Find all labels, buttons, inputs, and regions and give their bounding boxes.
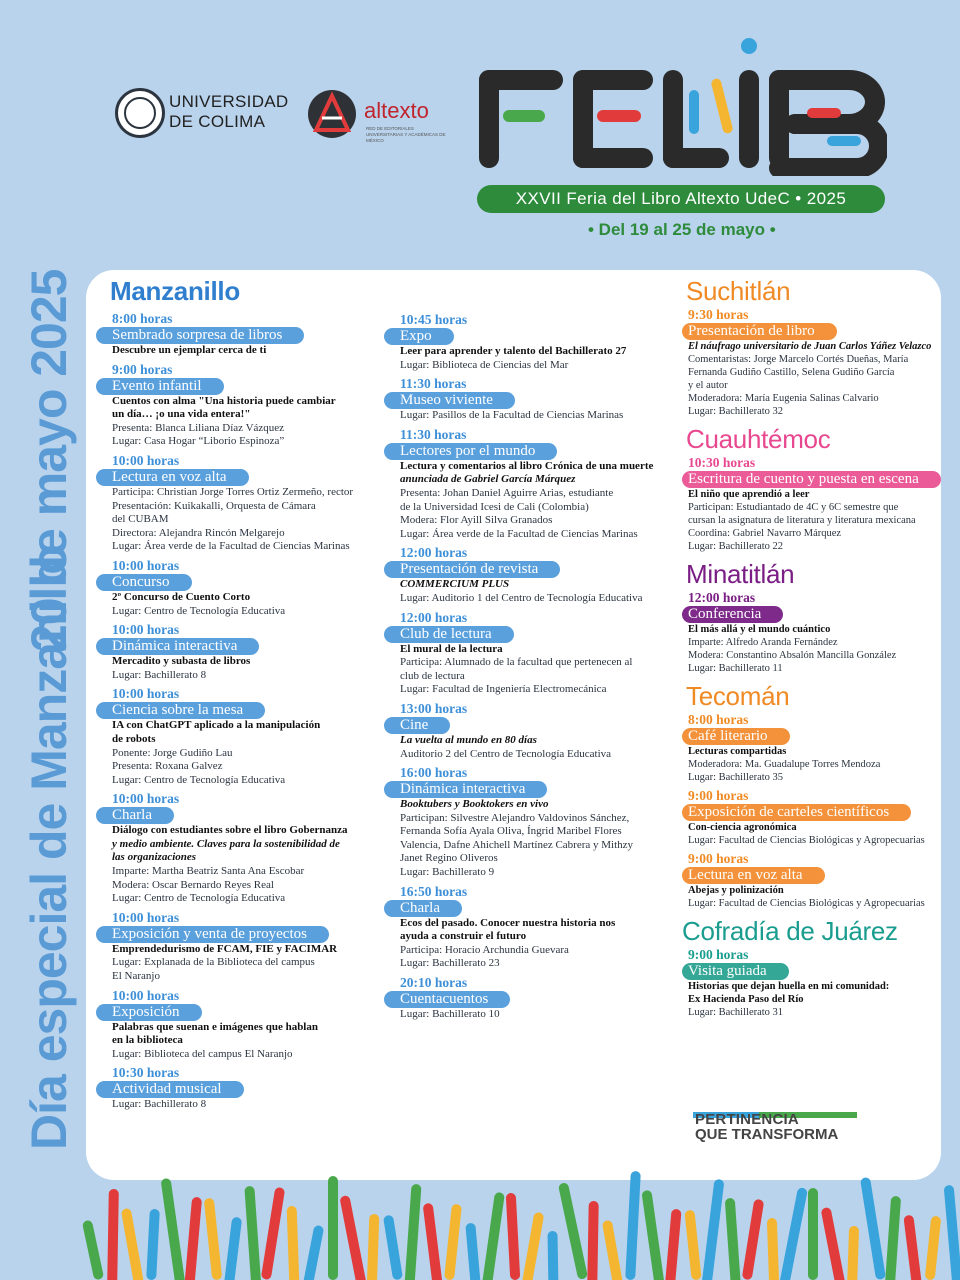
stripe xyxy=(925,1216,942,1280)
event-item xyxy=(682,712,944,784)
decorative-book-stripes xyxy=(80,1160,960,1280)
event-detail-line: Lugar: Biblioteca de Ciencias del Mar xyxy=(400,358,569,371)
event-detail-line: Lugar: Bachillerato 35 xyxy=(688,772,784,783)
event-title-pill: Concurso xyxy=(96,574,192,591)
event-time: 12:00 horas xyxy=(688,590,756,605)
event-title-pill: Exposición y venta de proyectos xyxy=(96,926,329,943)
event-details xyxy=(400,460,674,542)
event-item xyxy=(96,988,386,1062)
event-item xyxy=(682,455,944,553)
event-title-pill: Actividad musical xyxy=(96,1081,244,1098)
event-item xyxy=(96,910,386,984)
event-detail-line: Fernanda Sofía Ayala Oliva, Íngrid Maribel Flores xyxy=(400,825,622,838)
event-item xyxy=(682,947,944,1019)
event-time: 12:00 horas xyxy=(400,545,468,561)
event-title-pill: Charla xyxy=(384,900,462,917)
event-detail-line: Lugar: Bachillerato 31 xyxy=(688,1007,784,1018)
stripe xyxy=(547,1231,558,1280)
event-detail-line: Lugar: Área verde de la Facultad de Ciencias Marinas xyxy=(112,540,350,553)
event-time: 9:00 horas xyxy=(688,851,749,866)
event-details xyxy=(688,623,944,675)
event-time: 9:00 horas xyxy=(112,361,173,377)
stripe xyxy=(204,1198,223,1280)
event-time: 12:00 horas xyxy=(400,609,468,625)
event-title-pill: Exposición de carteles científicos xyxy=(682,804,911,821)
event-title-pill: Museo viviente xyxy=(384,392,515,409)
event-title-pill: Café literario xyxy=(682,728,790,745)
event-detail-line: y medio ambiente. Claves para la sostenibilidad de xyxy=(112,837,340,850)
udec-seal-icon xyxy=(115,88,165,138)
event-detail-line: Lectura y comentarios al libro Crónica de una muerte xyxy=(400,459,654,472)
event-title-pill: Presentación de revista xyxy=(384,561,560,578)
event-item xyxy=(96,686,386,787)
event-item xyxy=(682,851,944,910)
stripe xyxy=(121,1208,145,1280)
event-title-pill: Dinámica interactiva xyxy=(384,781,547,798)
stripe xyxy=(847,1226,859,1280)
event-detail-line: La vuelta al mundo en 80 días xyxy=(400,733,537,746)
event-detail-line: Participa: Christian Jorge Torres Ortiz Zermeño, rector xyxy=(112,485,354,498)
stripe xyxy=(339,1195,366,1280)
event-detail-line: Lugar: Área verde de la Facultad de Ciencias Marinas xyxy=(400,527,638,540)
event-item xyxy=(384,701,674,761)
event-detail-line: Comentaristas: Jorge Marcelo Cortés Dueñas, María xyxy=(688,354,909,365)
event-time: 10:30 horas xyxy=(112,1065,180,1081)
event-detail-line: Lugar: Casa Hogar “Liborio Espinoza” xyxy=(112,435,285,448)
event-title-pill: Conferencia xyxy=(682,606,783,623)
stripe xyxy=(602,1220,624,1280)
event-detail-line: El Naranjo xyxy=(112,970,160,983)
udec-name-line2: DE COLIMA xyxy=(169,112,266,131)
stripe xyxy=(161,1178,186,1280)
event-details xyxy=(112,719,386,787)
side-day-label: Día especial de Manzanillo xyxy=(21,545,77,1150)
event-detail-line: cursan la asignatura de literatura y literatura mexicana xyxy=(688,515,916,526)
event-time: 9:00 horas xyxy=(688,947,749,962)
event-detail-line: de la Universidad Icesi de Cali (Colombia) xyxy=(400,500,589,513)
event-detail-line: Ecos del pasado. Conocer nuestra historia nos xyxy=(400,916,616,929)
event-title-pill: Evento infantil xyxy=(96,378,224,395)
event-detail-line: Lugar: Bachillerato 32 xyxy=(688,406,784,417)
event-detail-line: Imparte: Alfredo Aranda Fernández xyxy=(688,637,838,648)
event-detail-line: Moderadora: María Eugenia Salinas Calvario xyxy=(688,393,879,404)
event-details xyxy=(400,1008,674,1022)
stripe xyxy=(465,1223,480,1280)
event-title-pill: Cine xyxy=(384,717,450,734)
event-title-pill: Exposición xyxy=(96,1004,202,1021)
event-item xyxy=(682,590,944,675)
event-detail-line: Lugar: Facultad de Ciencias Biológicas y Agropecuarias xyxy=(688,898,925,909)
event-title-pill: Escritura de cuento y puesta en escena xyxy=(682,471,941,488)
event-detail-line: Descubre un ejemplar cerca de ti xyxy=(112,344,267,356)
event-time: 16:00 horas xyxy=(400,765,468,781)
event-detail-line: Auditorio 2 del Centro de Tecnología Educativa xyxy=(400,747,612,760)
event-detail-line: Lugar: Facultad de Ciencias Biológicas y Agropecuarias xyxy=(688,835,925,846)
event-detail-line: El niño que aprendió a leer xyxy=(688,489,810,500)
stripe xyxy=(146,1209,160,1280)
event-detail-line: y el autor xyxy=(688,380,728,391)
stripe xyxy=(808,1188,818,1280)
stripe xyxy=(444,1204,462,1280)
event-item xyxy=(96,311,386,358)
stripe xyxy=(184,1197,202,1280)
event-item xyxy=(384,376,674,423)
event-detail-line: Lugar: Centro de Tecnología Educativa xyxy=(112,892,286,905)
event-detail-line: ayuda a construir el futuro xyxy=(400,930,527,943)
event-details xyxy=(400,734,674,761)
event-detail-line: en la biblioteca xyxy=(112,1034,183,1047)
event-title-pill: Dinámica interactiva xyxy=(96,638,259,655)
stripe xyxy=(944,1185,960,1280)
stripe xyxy=(506,1193,521,1280)
event-time: 10:00 horas xyxy=(112,622,180,638)
felib-logo xyxy=(477,36,887,176)
stripe xyxy=(302,1225,325,1280)
event-details xyxy=(400,798,674,880)
event-time: 16:50 horas xyxy=(400,883,468,899)
event-item xyxy=(96,453,386,554)
event-detail-line: Valencia, Dafne Ahichell Martínez Cabrera y Mithzy xyxy=(400,838,634,851)
event-detail-line: El náufrago universitario de Juan Carlos Yáñez Velazco xyxy=(688,341,932,352)
pertinencia-line1: PERTINENCIA xyxy=(695,1111,799,1128)
event-title-pill: Lectura en voz alta xyxy=(682,867,825,884)
event-item xyxy=(384,312,674,372)
event-detail-line: El más allá y el mundo cuántico xyxy=(688,624,831,635)
event-detail-line: Imparte: Martha Beatriz Santa Ana Escobar xyxy=(112,865,305,878)
event-details xyxy=(400,917,674,971)
stripe xyxy=(860,1177,886,1280)
event-detail-line: Presenta: Blanca Liliana Díaz Vázquez xyxy=(112,421,285,434)
event-item xyxy=(96,791,386,906)
event-details xyxy=(112,344,386,358)
fair-title-banner: XXVII Feria del Libro Altexto UdeC • 2025 xyxy=(477,185,885,213)
event-detail-line: Diálogo con estudiantes sobre el libro Gobernanza xyxy=(112,824,348,837)
event-title-pill: Lectores por el mundo xyxy=(384,443,557,460)
stripe xyxy=(423,1203,444,1280)
event-title-pill: Visita guiada xyxy=(682,963,789,980)
event-detail-line: de robots xyxy=(112,732,156,745)
stripe xyxy=(404,1184,421,1280)
event-time: 10:00 horas xyxy=(112,909,180,925)
stripe xyxy=(702,1179,725,1280)
event-item xyxy=(384,427,674,542)
stripe xyxy=(558,1182,588,1280)
event-details xyxy=(400,643,674,697)
stripe xyxy=(767,1218,779,1280)
manzanillo-column-1 xyxy=(96,276,386,1116)
event-details xyxy=(688,488,944,553)
event-time: 10:00 horas xyxy=(112,686,180,702)
event-detail-line: las organizaciones xyxy=(112,851,197,864)
event-detail-line: Palabras que suenan e imágenes que hablan xyxy=(112,1020,318,1033)
event-detail-line: Lugar: Bachillerato 22 xyxy=(688,541,784,552)
event-detail-line: Lugar: Bachillerato 10 xyxy=(400,1008,500,1021)
event-time: 11:30 horas xyxy=(400,376,467,392)
event-detail-line: Modera: Flor Ayill Silva Granados xyxy=(400,514,553,527)
event-title-pill: Club de lectura xyxy=(384,626,514,643)
city-cofrad-a-de-ju-rez: Cofradía de Juárez xyxy=(682,916,898,946)
stripe xyxy=(664,1209,681,1280)
altexto-name: altexto xyxy=(364,98,429,123)
event-detail-line: Presenta: Roxana Galvez xyxy=(112,760,223,773)
event-details xyxy=(688,980,944,1019)
event-item xyxy=(384,610,674,697)
event-detail-line: Modera: Constantino Absalón Mancilla González xyxy=(688,650,897,661)
event-item xyxy=(96,362,386,449)
event-detail-line: Presenta: Johan Daniel Aguirre Arias, estudiante xyxy=(400,486,614,499)
event-detail-line: El mural de la lectura xyxy=(400,642,503,655)
stripe xyxy=(383,1215,403,1280)
event-detail-line: anunciada de Gabriel García Márquez xyxy=(400,473,576,486)
city-cuauht-moc: Cuauhtémoc xyxy=(686,424,831,454)
event-time: 11:30 horas xyxy=(400,426,467,442)
stripe xyxy=(367,1214,380,1280)
event-title-pill: Lectura en voz alta xyxy=(96,469,249,486)
event-detail-line: Cuentos con alma "Una historia puede cambiar xyxy=(112,394,336,407)
event-time: 20:10 horas xyxy=(400,975,468,991)
event-item xyxy=(384,975,674,1022)
side-date: 20 de mayo 2025 xyxy=(21,269,77,652)
event-detail-line: Lugar: Centro de Tecnología Educativa xyxy=(112,604,286,617)
event-detail-line: Moderadora: Ma. Guadalupe Torres Mendoza xyxy=(688,759,881,770)
event-title-pill: Sembrado sorpresa de libros xyxy=(96,327,304,344)
city-minatitl-n: Minatitlán xyxy=(686,559,795,589)
event-title-pill: Cuentacuentos xyxy=(384,991,510,1008)
event-time: 10:00 horas xyxy=(112,452,180,468)
event-detail-line: Lugar: Bachillerato 8 xyxy=(112,1098,207,1111)
event-time: 8:00 horas xyxy=(112,311,173,326)
stripe xyxy=(885,1196,901,1280)
stripe xyxy=(82,1220,104,1280)
event-detail-line: Lugar: Pasillos de la Facultad de Ciencias Marinas xyxy=(400,409,624,422)
event-item xyxy=(96,1065,386,1112)
stripe xyxy=(328,1176,338,1280)
event-details xyxy=(112,395,386,449)
event-detail-line: Lugar: Auditorio 1 del Centro de Tecnología Educativa xyxy=(400,591,643,604)
event-time: 10:00 horas xyxy=(112,557,180,573)
event-details xyxy=(400,345,674,372)
event-item xyxy=(384,545,674,605)
event-time: 13:00 horas xyxy=(400,700,468,716)
event-item xyxy=(96,558,386,618)
event-detail-line: un día… ¡o una vida entera!" xyxy=(112,408,251,421)
event-detail-line: Lugar: Explanada de la Biblioteca del campus xyxy=(112,956,315,969)
stripe xyxy=(587,1201,598,1280)
other-cities-column xyxy=(682,276,944,1023)
event-detail-line: Modera: Oscar Bernardo Reyes Real xyxy=(112,878,274,891)
event-detail-line: Presentación: Kuikakalli, Orquesta de Cámara xyxy=(112,499,316,512)
event-detail-line: Lecturas compartidas xyxy=(688,746,787,757)
event-item xyxy=(384,884,674,971)
stripe xyxy=(244,1186,261,1280)
altexto-logo xyxy=(308,86,453,146)
pertinencia-logo xyxy=(679,1095,875,1157)
udec-name-line1: UNIVERSIDAD xyxy=(169,92,289,111)
event-detail-line: Lugar: Bachillerato 9 xyxy=(400,866,495,879)
event-detail-line: Leer para aprender y talento del Bachillerato 27 xyxy=(400,345,627,357)
event-detail-line: Fernanda Gudiño Castillo, Selena Gudiño García xyxy=(688,367,895,378)
event-details xyxy=(400,409,674,423)
city-manzanillo: Manzanillo xyxy=(110,276,240,306)
stripe xyxy=(107,1189,119,1280)
event-detail-line: COMMERCIUM PLUS xyxy=(400,578,510,591)
altexto-mark-icon xyxy=(308,90,356,138)
fair-dates: • Del 19 al 25 de mayo • xyxy=(588,220,776,239)
stripe xyxy=(522,1212,545,1280)
event-time: 10:00 horas xyxy=(112,791,180,807)
event-time: 9:30 horas xyxy=(688,307,749,322)
event-detail-line: Con-ciencia agronómica xyxy=(688,822,797,833)
event-detail-line: Historias que dejan huella en mi comunidad: xyxy=(688,981,890,992)
event-detail-line: Lugar: Facultad de Ingeniería Electromecánica xyxy=(400,683,607,696)
event-detail-line: Lugar: Biblioteca del campus El Naranjo xyxy=(112,1047,293,1060)
event-detail-line: Participan: Estudiantado de 4C y 6C semestre que xyxy=(688,502,899,513)
stripe xyxy=(725,1198,742,1280)
event-item xyxy=(682,788,944,847)
event-detail-line: Mercadito y subasta de libros xyxy=(112,655,251,668)
stripe xyxy=(625,1171,641,1280)
event-detail-line: Emprendedurismo de FCAM, FIE y FACIMAR xyxy=(112,942,338,955)
event-detail-line: Lugar: Centro de Tecnología Educativa xyxy=(112,773,286,786)
event-detail-line: Ex Hacienda Paso del Río xyxy=(688,994,804,1005)
event-detail-line: Ponente: Jorge Gudiño Lau xyxy=(112,746,233,759)
stripe xyxy=(903,1215,922,1280)
event-item xyxy=(96,622,386,682)
event-detail-line: Directora: Alejandra Rincón Melgarejo xyxy=(112,526,285,539)
stripe xyxy=(821,1207,846,1280)
event-details xyxy=(688,340,944,418)
udec-logo xyxy=(115,88,289,142)
event-title-pill: Ciencia sobre la mesa xyxy=(96,702,265,719)
event-detail-line: 2º Concurso de Cuento Corto xyxy=(112,590,251,603)
event-detail-line: Abejas y polinización xyxy=(688,885,784,896)
stripe xyxy=(684,1210,701,1280)
event-item xyxy=(384,765,674,880)
city-suchitl-n: Suchitlán xyxy=(686,276,791,306)
event-details xyxy=(112,1098,386,1112)
event-detail-line: Lugar: Bachillerato 11 xyxy=(688,663,783,674)
pertinencia-line2: QUE TRANSFORMA xyxy=(695,1126,839,1143)
stripe xyxy=(641,1190,664,1280)
stripe xyxy=(742,1199,765,1280)
stripe xyxy=(287,1206,300,1280)
event-detail-line: club de lectura xyxy=(400,669,465,682)
event-detail-line: del CUBAM xyxy=(112,513,169,526)
event-details xyxy=(400,578,674,605)
event-title-pill: Charla xyxy=(96,807,174,824)
event-details xyxy=(688,745,944,784)
event-time: 10:45 horas xyxy=(400,312,468,327)
event-detail-line: Lugar: Bachillerato 23 xyxy=(400,957,500,970)
stripe xyxy=(261,1187,285,1280)
city-tecom-n: Tecomán xyxy=(686,681,790,711)
event-details xyxy=(112,1021,386,1062)
event-detail-line: Booktubers y Booktokers en vivo xyxy=(400,798,549,811)
manzanillo-column-2 xyxy=(384,312,674,1026)
altexto-subtitle: RED DE EDITORIALES UNIVERSITARIAS Y ACADÉMICAS DE MÉXICO xyxy=(366,126,446,143)
event-title-pill: Expo xyxy=(384,328,454,345)
stripe xyxy=(778,1187,808,1280)
event-detail-line: Coordina: Gabriel Navarro Márquez xyxy=(688,528,842,539)
event-detail-line: Participa: Alumnado de la facultad que pertenecen al xyxy=(400,656,633,669)
event-time: 10:30 horas xyxy=(688,455,756,470)
stripe xyxy=(224,1217,242,1280)
event-details xyxy=(112,655,386,682)
event-details xyxy=(112,486,386,554)
event-details xyxy=(688,884,944,910)
event-details xyxy=(112,591,386,618)
event-detail-line: Participan: Silvestre Alejandro Valdovinos Sánchez, xyxy=(400,811,630,824)
stripe xyxy=(481,1192,505,1280)
event-detail-line: Participa: Horacio Archundia Guevara xyxy=(400,943,569,956)
event-time: 9:00 horas xyxy=(688,788,749,803)
event-detail-line: Lugar: Bachillerato 8 xyxy=(112,668,207,681)
event-title-pill: Presentación de libro xyxy=(682,323,837,340)
event-item xyxy=(682,307,944,418)
event-time: 10:00 horas xyxy=(112,987,180,1003)
event-details xyxy=(688,821,944,847)
event-details xyxy=(112,824,386,906)
event-detail-line: IA con ChatGPT aplicado a la manipulación xyxy=(112,719,321,732)
event-detail-line: Janet Regino Oliveros xyxy=(400,852,498,865)
event-details xyxy=(112,943,386,984)
event-time: 8:00 horas xyxy=(688,712,749,727)
